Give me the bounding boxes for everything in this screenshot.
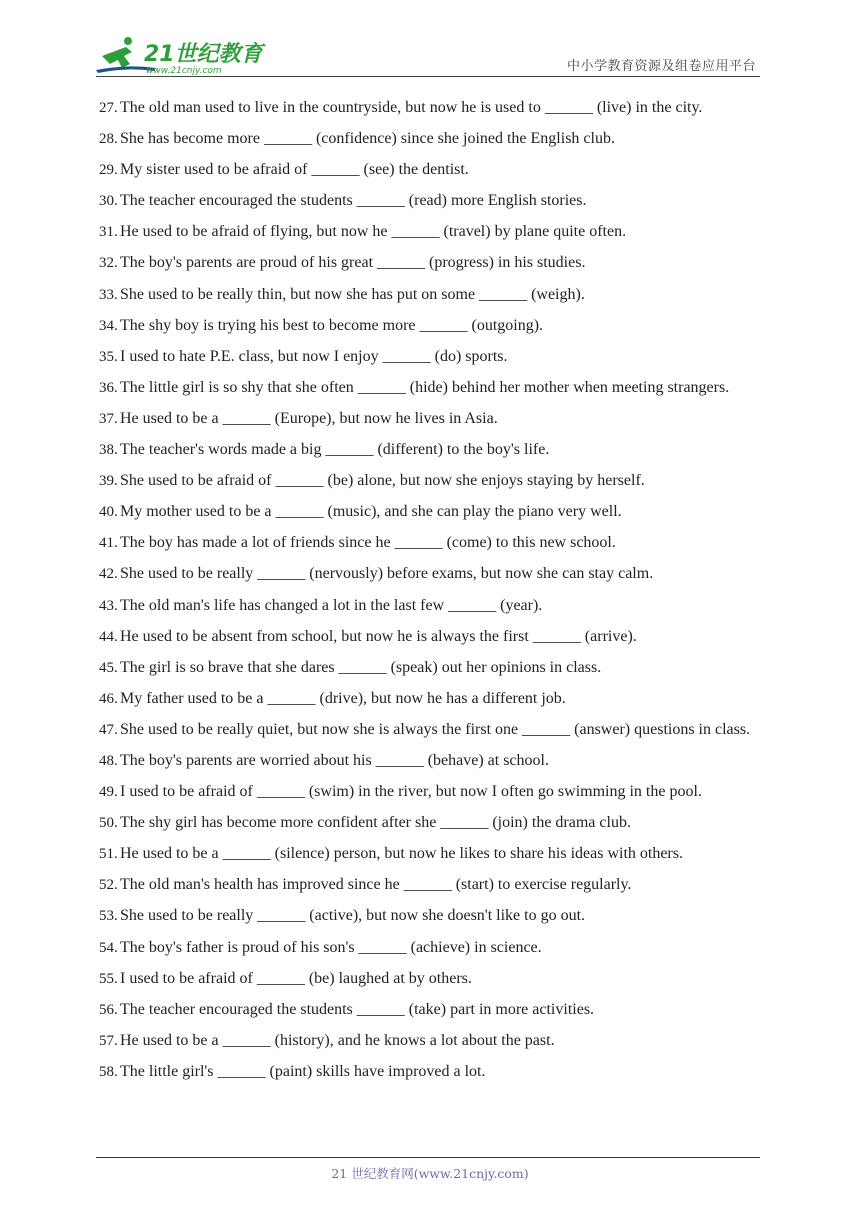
logo-url: www.21cnjy.com (146, 66, 222, 76)
question-number: 31. (99, 224, 118, 241)
platform-name: 中小学教育资源及组卷应用平台 (566, 59, 756, 74)
question-item (99, 719, 765, 742)
question-item (99, 346, 765, 369)
page-header (96, 34, 760, 78)
question-item (99, 905, 765, 928)
question-number: 45. (99, 659, 118, 676)
question-item (99, 750, 765, 773)
question-item (99, 937, 765, 960)
question-number: 43. (99, 597, 118, 614)
question-item (99, 532, 765, 555)
question-item (99, 377, 765, 400)
question-text: She has become more ______ (confidence) since she joined the English club. (120, 130, 615, 148)
question-number: 55. (99, 970, 118, 987)
question-item (99, 812, 765, 835)
question-number: 41. (99, 535, 118, 552)
question-number: 40. (99, 504, 118, 521)
question-item (99, 563, 765, 586)
question-item (99, 1030, 765, 1053)
question-item (99, 128, 765, 151)
question-number: 46. (99, 690, 118, 707)
question-number: 42. (99, 566, 118, 583)
question-item (99, 501, 765, 524)
question-text: The girl is so brave that she dares ______ (speak) out her opinions in class. (120, 658, 602, 676)
question-number: 29. (99, 162, 118, 179)
question-item (99, 252, 765, 275)
question-number: 39. (99, 473, 118, 490)
question-item (99, 595, 765, 618)
question-text: The teacher encouraged the students ______ (take) part in more activities. (120, 1000, 595, 1018)
question-number: 30. (99, 193, 118, 210)
question-item (99, 1061, 765, 1084)
question-text: He used to be a ______ (Europe), but now he lives in Asia. (120, 409, 498, 427)
question-text: He used to be a ______ (silence) person, but now he likes to share his ideas with others. (120, 845, 683, 863)
question-item (99, 315, 765, 338)
question-text: She used to be really quiet, but now she is always the first one ______ (answer) questions in class. (120, 720, 751, 738)
question-text: The little girl is so shy that she often ______ (hide) behind her mother when meeting strangers. (120, 378, 730, 396)
question-text: My mother used to be a ______ (music), and she can play the piano very well. (120, 503, 622, 521)
footer-text: 21 世纪教育网(www.21cnjy.com) (331, 1166, 529, 1181)
question-text: The boy has made a lot of friends since he ______ (come) to this new school. (120, 534, 616, 552)
header-divider (96, 76, 760, 77)
question-number: 57. (99, 1032, 118, 1049)
question-number: 52. (99, 877, 118, 894)
question-number: 53. (99, 908, 118, 925)
question-number: 27. (99, 100, 118, 116)
question-text: The old man's health has improved since he ______ (start) to exercise regularly. (120, 876, 632, 894)
question-text: The old man used to live in the countryside, but now he is used to ______ (live) in the city. (120, 99, 703, 116)
question-item (99, 657, 765, 680)
question-text: I used to hate P.E. class, but now I enjoy ______ (do) sports. (120, 347, 508, 365)
question-text: She used to be afraid of ______ (be) alone, but now she enjoys staying by herself. (120, 472, 645, 490)
question-item (99, 221, 765, 244)
question-item (99, 159, 765, 182)
question-number: 56. (99, 1001, 118, 1018)
question-item (99, 470, 765, 493)
question-number: 51. (99, 846, 118, 863)
question-text: She used to be really ______ (active), but now she doesn't like to go out. (120, 907, 586, 925)
question-item (99, 999, 765, 1022)
question-number: 49. (99, 784, 118, 801)
question-text: The boy's father is proud of his son's ______ (achieve) in science. (120, 938, 542, 956)
question-text: The teacher's words made a big ______ (different) to the boy's life. (120, 441, 550, 459)
question-number: 48. (99, 752, 118, 769)
question-text: I used to be afraid of ______ (swim) in the river, but now I often go swimming in the pool. (120, 783, 702, 801)
question-text: My father used to be a ______ (drive), but now he has a different job. (120, 689, 566, 707)
logo-text: 21世纪教育 (144, 42, 263, 67)
question-item (99, 190, 765, 213)
question-text: He used to be afraid of flying, but now he ______ (travel) by plane quite often. (120, 223, 627, 241)
question-number: 37. (99, 410, 118, 427)
question-number: 35. (99, 348, 118, 365)
question-number: 47. (99, 721, 118, 738)
question-number: 28. (99, 131, 118, 148)
question-item (99, 97, 765, 120)
question-item (99, 843, 765, 866)
question-number: 38. (99, 442, 118, 459)
question-text: My sister used to be afraid of ______ (see) the dentist. (120, 161, 469, 179)
question-number: 50. (99, 815, 118, 832)
question-item (99, 688, 765, 711)
question-text: The boy's parents are proud of his great ______ (progress) in his studies. (120, 254, 586, 272)
question-number: 33. (99, 286, 118, 303)
question-item (99, 874, 765, 897)
question-number: 36. (99, 379, 118, 396)
question-number: 54. (99, 939, 118, 956)
question-text: The shy boy is trying his best to become more ______ (outgoing). (120, 316, 544, 334)
question-text: I used to be afraid of ______ (be) laughed at by others. (120, 969, 472, 987)
question-text: The old man's life has changed a lot in the last few ______ (year). (120, 596, 543, 614)
question-text: He used to be absent from school, but now he is always the first ______ (arrive). (120, 627, 637, 645)
question-text: She used to be really ______ (nervously) before exams, but now she can stay calm. (120, 565, 654, 583)
question-item (99, 626, 765, 649)
question-number: 32. (99, 255, 118, 272)
question-item (99, 408, 765, 431)
question-item (99, 968, 765, 991)
question-number: 34. (99, 317, 118, 334)
footer-divider (96, 1157, 760, 1158)
question-text: The teacher encouraged the students ______ (read) more English stories. (120, 192, 587, 210)
question-item (99, 781, 765, 804)
question-item (99, 284, 765, 307)
question-item (99, 439, 765, 462)
question-text: The boy's parents are worried about his ______ (behave) at school. (120, 751, 549, 769)
question-number: 44. (99, 628, 118, 645)
question-number: 58. (99, 1063, 118, 1080)
question-text: The little girl's ______ (paint) skills have improved a lot. (120, 1062, 486, 1080)
question-text: He used to be a ______ (history), and he knows a lot about the past. (120, 1031, 555, 1049)
question-list (99, 97, 765, 1092)
question-text: She used to be really thin, but now she has put on some ______ (weigh). (120, 285, 585, 303)
question-text: The shy girl has become more confident after she ______ (join) the drama club. (120, 814, 631, 832)
logo (96, 34, 266, 76)
